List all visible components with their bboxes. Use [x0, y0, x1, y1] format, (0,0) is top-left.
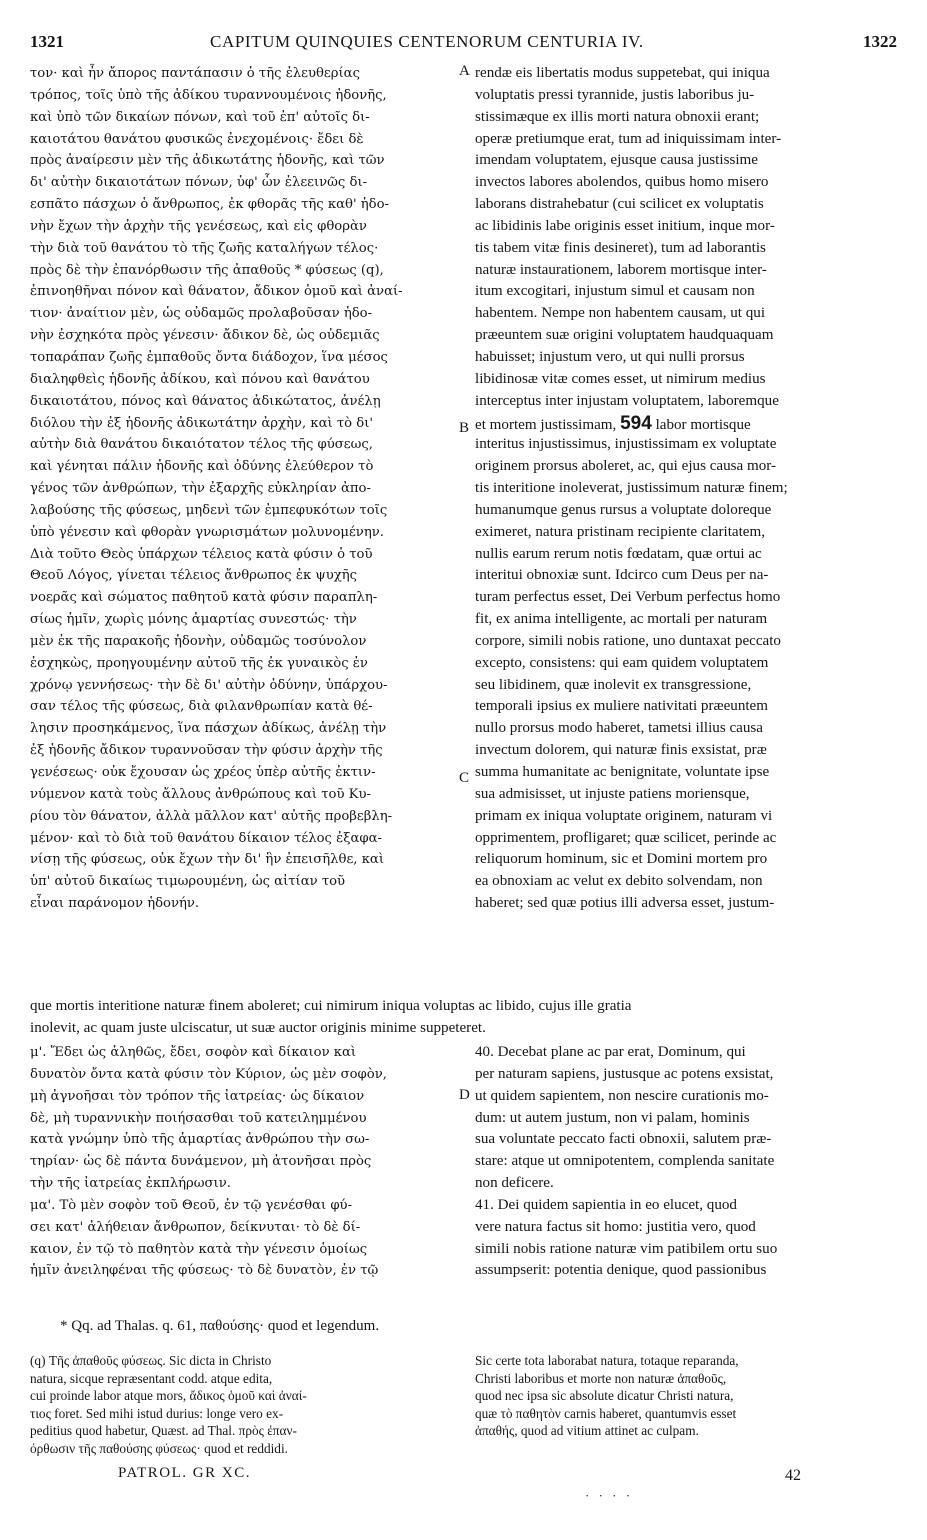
- latin-main-pre-line: ac libidinis labe originis esset initium, inque mor-: [475, 217, 775, 234]
- latin-main-pre-line: præeuntem suæ origini voluptatem haudquaquam: [475, 327, 774, 344]
- greek-main-line: Θεοῦ Λόγος, γίνεται τέλειος ἄνθρωπος ἐκ ψυχῆς: [30, 568, 358, 584]
- latin-main-post-line: originem prorsus aboleret, ac, qui ejus causa mor-: [475, 458, 777, 475]
- greek-main-line: καιοτάτου θανάτου φυσικῶς ἐνεχομένοις· ἔδει δὲ: [30, 131, 364, 147]
- latin-main-post-line: haberet; sed quæ potius illi adversa esset, justum-: [475, 895, 775, 912]
- footnote-q-left-line: natura, sicque repræsentant codd. atque edita,: [30, 1370, 273, 1386]
- latin-main-post-line: interitui obnoxiæ sunt. Idcirco cum Deus per na-: [475, 567, 769, 584]
- footnote-q-left: [30, 1352, 456, 1458]
- latin-40-line: sua voluntate peccato facti obnoxii, salutem præ-: [475, 1131, 772, 1148]
- greek-40-line: τηρίαν· ὡς δὲ πάντα δυνάμενον, μὴ ἀτονῆσαι πρὸς: [30, 1154, 372, 1170]
- latin-main-pre-line: rendæ eis libertatis modus suppetebat, qui iniqua: [475, 65, 770, 81]
- footnote-q-right-line: Christi laboribus et morte non naturæ ἀπαθοῦς,: [475, 1370, 727, 1386]
- footnote-q-left-line: peditius quod habetur, Quæst. ad Thal. πρὸς ἐπαν-: [30, 1423, 297, 1439]
- latin-main-post-line: nullo prorsus modo haberet, tametsi illius causa: [475, 720, 763, 737]
- footnote-q-left-line: τιος foret. Sed mihi istud durius: longe vero ex-: [30, 1405, 284, 1421]
- footnote-q-right-line: quæ τὸ παθητὸν carnis haberet, quantumvis esset: [475, 1405, 737, 1421]
- greek-main-line: γένος τῶν ἀνθρώπων, τὴν ἐξαρχῆς εὐκληρίαν ἀπο-: [30, 481, 371, 497]
- greek-main-line: μὲν ἐκ τῆς παρακοῆς ἡδονὴν, οὐδαμῶς τοσύνολον: [30, 633, 367, 649]
- running-title: CAPITUM QUINQUIES CENTENORUM CENTURIA IV.: [210, 32, 644, 51]
- greek-main-line: δι' αὐτὴν δικαιοτάτων πόνων, ὑφ' ὧν ἐλεεινῶς δι-: [30, 175, 368, 191]
- greek-main-line: καὶ ὑπὸ τῶν δικαίων πόνων, καὶ τοῦ ἐπ' αὐτοῖς δι-: [30, 109, 370, 125]
- latin-main-post-line: sua admisisset, ut injuste patiens moriensque,: [475, 785, 750, 802]
- greek-40-line: μα'. Τὸ μὲν σοφὸν τοῦ Θεοῦ, ἐν τῷ γενέσθαι φύ-: [30, 1197, 353, 1213]
- greek-main-line: αὐτὴν διὰ θανάτου δικαιότατον τέλος τῆς φύσεως,: [30, 437, 373, 453]
- greek-main-line: χρόνῳ γεννήσεως· τὴν δὲ δι' αὐτὴν ὀδύνην, ὑπάρχου-: [30, 677, 388, 693]
- margin-letter-a: A: [459, 63, 470, 79]
- latin-40-line: assumpserit: potentia denique, quod passionibus: [475, 1262, 767, 1279]
- latin-line-594-before: et mortem justissimam,: [475, 416, 617, 433]
- footnote-q-right-line: ἀπαθής, quod ad vitium attinet ac culpam.: [475, 1423, 699, 1439]
- greek-main-line: τὴν διὰ τοῦ θανάτου τὸ τῆς ζωῆς καταλήγων τέλος·: [30, 240, 379, 256]
- latin-main-post-line: invectum dolorem, qui naturæ finis exsistat, præ: [475, 742, 767, 759]
- latin-full-width-line: que mortis interitione naturæ finem aboleret; cui nimirum iniqua voluptas ac libido, cujus ille gratia: [30, 998, 632, 1014]
- latin-main-pre-line: interceptus inter injustam voluptatem, laboremque: [475, 392, 779, 409]
- greek-40-line: τὴν τῆς ἰατρείας ἐκπλήρωσιν.: [30, 1176, 231, 1192]
- latin-40-line: stare: atque ut omnipotentem, complenda sanitate: [475, 1153, 775, 1170]
- signature-mark: PATROL. GR XC.: [118, 1465, 251, 1481]
- greek-main-line: σίως ἡμῖν, χωρὶς μόνης ἁμαρτίας συνεστώς· τὴν: [30, 612, 357, 628]
- latin-40-line: ut quidem sapientem, non nescire curationis mo-: [475, 1087, 769, 1104]
- footnote-q-right-line: quod nec ipsa sic absolute dicatur Christi natura,: [475, 1388, 734, 1404]
- latin-column-main: [475, 63, 895, 915]
- greek-main-line: νὴν ἔχων τὴν ἀρχὴν τῆς γενέσεως, καὶ εἰς φθορὰν: [30, 218, 367, 234]
- greek-main-line: εσπᾶτο πάσχων ὁ ἄνθρωπος, ἐκ φθορᾶς τῆς καθ' ἡδο-: [30, 197, 390, 213]
- greek-main-line: πρὸς δὲ τὴν ἐπανόρθωσιν τῆς ἀπαθοῦς * φύσεως (q),: [30, 262, 384, 278]
- greek-40-line: μ'. Ἔδει ὡς ἀληθῶς, ἔδει, σοφὸν καὶ δίκαιον καὶ: [30, 1045, 357, 1060]
- margin-letter-d: D: [459, 1087, 470, 1103]
- greek-main-line: ὑπὸ γένεσιν καὶ φθορὰν γνωρισμάτων μολυνομένην.: [30, 524, 384, 540]
- greek-main-line: Διὰ τοῦτο Θεὸς ὑπάρχων τέλειος κατὰ φύσιν ὁ τοῦ: [30, 546, 373, 562]
- latin-main-post-line: interitus injustissimus, injustissimam ex voluptate: [475, 436, 777, 453]
- latin-main-pre-line: itum excogitari, injustum simul et causam non: [475, 283, 755, 300]
- footnote-q-left-line: όρθωσιν τῆς παθούσης φύσεως· quod et reddidi.: [30, 1440, 288, 1456]
- latin-main-post-line: seu libidinem, quæ inolevit ex transgressione,: [475, 676, 752, 693]
- greek-main-line: λαβούσης τῆς φύσεως, μηδενὶ τῶν ἐμπεφυκότων τοῖς: [30, 502, 388, 518]
- greek-main-line: γενέσεως· οὐκ ἔχουσαν ὡς χρέος ὑπὲρ αὐτῆς ἐκτιν-: [30, 765, 376, 780]
- footnote-q-left-line: cui proinde labor atque mors, ἄδικος ὁμοῦ καὶ ἀναί-: [30, 1388, 307, 1404]
- latin-40-line: simili nobis ratione naturæ vim patibilem ortu suo: [475, 1240, 778, 1257]
- page-number-right: 1322: [863, 32, 897, 51]
- latin-main-pre-line: habuisset; injustum vero, ut qui nulli prorsus: [475, 348, 745, 365]
- greek-main-line: μένον· καὶ τὸ διὰ τοῦ θανάτου δίκαιον τέλος ἐξαφα-: [30, 830, 382, 846]
- greek-main-line: ρίου τὸν θάνατον, ἀλλὰ μᾶλλον κατ' αὐτῆς προβεβλη-: [30, 808, 393, 824]
- greek-main-line: σαν τέλος τῆς φύσεως, διὰ φιλανθρωπίαν κατὰ θέ-: [30, 699, 373, 715]
- latin-40-line: vere natura factus sit homo: justitia vero, quod: [475, 1218, 756, 1235]
- latin-main-post-line: nullis earum rerum notis fœdatam, quæ ortui ac: [475, 545, 762, 562]
- greek-main-line: ἐπινοηθῆναι πόνον καὶ θάνατον, ἄδικον ὁμοῦ καὶ ἀναί-: [30, 284, 403, 300]
- latin-line-with-column-number: [475, 413, 895, 435]
- footnote-q-right-line: Sic certe tota laborabat natura, totaque reparanda,: [475, 1353, 739, 1368]
- latin-main-pre-line: operæ pretiumque erat, tum ad iniquissimam inter-: [475, 130, 782, 147]
- greek-main-line: τοπαράπαν ζωῆς ἐμπαθοῦς ὄντα διάδοχον, ἵνα μέσος: [30, 349, 388, 365]
- greek-main-line: διόλου τὴν ἐξ ἡδονῆς ἀδικωτάτην ἀρχὴν, καὶ τὸ δι': [30, 415, 374, 431]
- greek-main-line: νὴν ἐσχηκότα πρὸς γένεσιν· ἄδικον δὲ, ὡς οὐδεμιᾶς: [30, 328, 380, 344]
- latin-main-pre-line: laborans distrahebatur (cui scilicet ex voluptatis: [475, 196, 764, 213]
- greek-main-line: εἶναι παράνομον ἡδονήν.: [30, 896, 200, 912]
- latin-40-line: dum: ut autem justum, non vi palam, hominis: [475, 1109, 750, 1126]
- greek-main-line: ἐσχηκὼς, προηγουμένην αὐτοῦ τῆς ἐκ γυναικὸς ἐν: [30, 655, 368, 671]
- greek-40-line: δὲ, μὴ τυραννικὴν ποιήσασθαι τοῦ κατειλημμένου: [30, 1110, 367, 1126]
- greek-main-line: ἐξ ἡδονῆς ἄδικον τυραννοῦσαν τὴν φύσιν ἀρχὴν τῆς: [30, 743, 383, 759]
- margin-letter-c: C: [459, 770, 470, 786]
- column-number-594: 594: [620, 412, 652, 434]
- greek-main-line: διαληφθεὶς ἡδονῆς ἀδίκου, καὶ πόνου καὶ θανάτου: [30, 371, 370, 387]
- greek-40-line: καιον, ἐν τῷ τὸ παθητὸν κατὰ τὴν γένεσιν ὁμοίως: [30, 1241, 368, 1257]
- footnote-q-left-line: (q) Τῆς ἀπαθοῦς φύσεως. Sic dicta in Christo: [30, 1353, 272, 1368]
- latin-main-post-line: eximeret, natura pristinam recipiente claritatem,: [475, 523, 766, 540]
- latin-main-post-line: summa humanitate ac benignitate, voluntate ipse: [475, 764, 770, 780]
- greek-main-line: νύμενον κατὰ τοὺς ἄλλους ἀνθρώπους καὶ τοῦ Κυ-: [30, 786, 371, 802]
- page-number-left: 1321: [30, 32, 64, 51]
- greek-40-line: ἡμῖν ἀνειληφέναι τῆς φύσεως· τὸ δὲ δυνατὸν, ἐν τῷ: [30, 1263, 379, 1279]
- latin-main-pre-line: habentem. Nempe non habentem causam, ut qui: [475, 305, 766, 322]
- greek-40-line: δυνατὸν ὄντα κατὰ φύσιν τὸν Κύριον, ὡς μὲν σοφὸν,: [30, 1066, 387, 1082]
- latin-main-post-line: humanumque genus rursus a voluptate doloreque: [475, 501, 772, 518]
- footnote-star: * Qq. ad Thalas. q. 61, παθούσης· quod et legendum.: [60, 1318, 380, 1334]
- latin-40-line: non deficere.: [475, 1175, 554, 1192]
- latin-line-594-after: labor mortisque: [655, 416, 751, 433]
- greek-main-line: δικαιοτάτου, πόνος καὶ θάνατος ἀδικώτατος, ἀνέλῃ: [30, 393, 381, 409]
- latin-full-width-line: inolevit, ac quam juste ulciscatur, ut suæ auctor originis minime suppeteret.: [30, 1019, 486, 1036]
- latin-main-post-line: temporali ipsius ex muliere nativitati præeuntem: [475, 698, 769, 715]
- greek-main-line: πρὸς ἀναίρεσιν μὲν τῆς ἀδικωτάτης ἡδονῆς, καὶ τῶν: [30, 153, 385, 169]
- latin-main-pre-line: invectos labores abolendos, quibus homo misero: [475, 174, 769, 191]
- latin-main-post-line: fit, ex anima intelligente, ac mortali per naturam: [475, 611, 768, 628]
- latin-main-pre-line: imendam voluptatem, ejusque causa justissime: [475, 152, 758, 169]
- greek-column-chapters-40-41: [30, 1042, 456, 1282]
- latin-main-post-line: reliquorum hominum, sic et Domini mortem pro: [475, 851, 768, 868]
- latin-main-pre-line: stissimæque ex illis morti natura obnoxii erant;: [475, 108, 760, 125]
- latin-main-post-line: ea obnoxiam ac velut ex debito solvendam, non: [475, 873, 763, 890]
- greek-main-line: τρόπος, τοῖς ὑπὸ τῆς ἀδίκου τυραννουμένοις ἡδονῆς,: [30, 87, 387, 103]
- latin-main-post-line: primam ex iniqua voluptate originem, naturam vi: [475, 807, 773, 824]
- latin-main-post-line: excepto, consistens: qui eam quidem voluptatem: [475, 654, 769, 671]
- latin-column-chapters-40-41: [475, 1042, 895, 1282]
- greek-column-main: [30, 63, 456, 915]
- greek-40-line: κατὰ γνώμην ὑπὸ τῆς ἁμαρτίας ἀνθρώπου τὴν σω-: [30, 1132, 370, 1148]
- latin-main-post: [475, 434, 895, 915]
- greek-40-line: μὴ ἀγνοῆσαι τὸν τρόπον τῆς ἰατρείας· ὡς δίκαιον: [30, 1088, 365, 1104]
- latin-40-line: per naturam sapiens, justusque ac potens exsistat,: [475, 1065, 774, 1082]
- bottom-marks: · · · ·: [585, 1488, 634, 1503]
- running-head: [0, 32, 927, 56]
- latin-main-pre-line: voluptatis pressi tyrannide, justis laboribus ju-: [475, 86, 755, 103]
- greek-main-line: τιον· ἀναίτιον μὲν, ὡς οὐδαμῶς προλαβοῦσαν ἡδο-: [30, 306, 373, 322]
- latin-main-post-line: corpore, simili nobis ratione, uno duntaxat peccato: [475, 632, 781, 649]
- greek-main-line: τον· καὶ ἦν ἄπορος παντάπασιν ὁ τῆς ἐλευθερίας: [30, 66, 360, 81]
- latin-main-pre: [475, 63, 895, 413]
- greek-40-line: σει κατ' ἀλήθειαν ἄνθρωπον, δείκνυται· τὸ δὲ δί-: [30, 1219, 361, 1235]
- margin-letter-b: B: [459, 420, 470, 436]
- footnote-q-right: [475, 1352, 895, 1440]
- latin-main-post-line: turam perfectus esset, Dei Verbum perfectus homo: [475, 589, 781, 606]
- latin-main-post-line: opprimentem, profligaret; quæ scilicet, perinde ac: [475, 829, 777, 846]
- latin-main-pre-line: tis tabem vitæ finis desineret), tum ad laborantis: [475, 239, 766, 256]
- latin-main-pre-line: libidinosæ vitæ comes esset, ut nimirum medius: [475, 370, 766, 387]
- latin-40-line: 41. Dei quidem sapientia in eo elucet, quod: [475, 1196, 737, 1213]
- greek-main-line: νίσῃ τῆς φύσεως, οὐκ ἔχων τὴν δι' ἣν ἐπεισῆλθε, καὶ: [30, 852, 385, 868]
- latin-main-pre-line: naturæ instaurationem, laborem mortisque inter-: [475, 261, 767, 278]
- latin-40-line: 40. Decebat plane ac par erat, Dominum, qui: [475, 1044, 746, 1060]
- latin-main-post-line: tis interitione inoleverat, justissimum naturæ finem;: [475, 480, 788, 497]
- sheet-number: 42: [785, 1467, 801, 1484]
- greek-main-line: νοερᾶς καὶ σώματος παθητοῦ κατὰ φύσιν παραπλη-: [30, 590, 378, 606]
- latin-full-width-lines: [30, 996, 896, 1040]
- greek-main-line: καὶ γένηται πάλιν ἡδονῆς καὶ ὀδύνης ἐλεύθερον τὸ: [30, 459, 374, 475]
- greek-main-line: λησιν προσηκάμενος, ἵνα πάσχων ἀδίκως, ἀνέλῃ τὴν: [30, 721, 387, 737]
- greek-main-line: ὑπ' αὐτοῦ δικαίως τιμωρουμένη, ὡς αἰτίαν τοῦ: [30, 874, 346, 890]
